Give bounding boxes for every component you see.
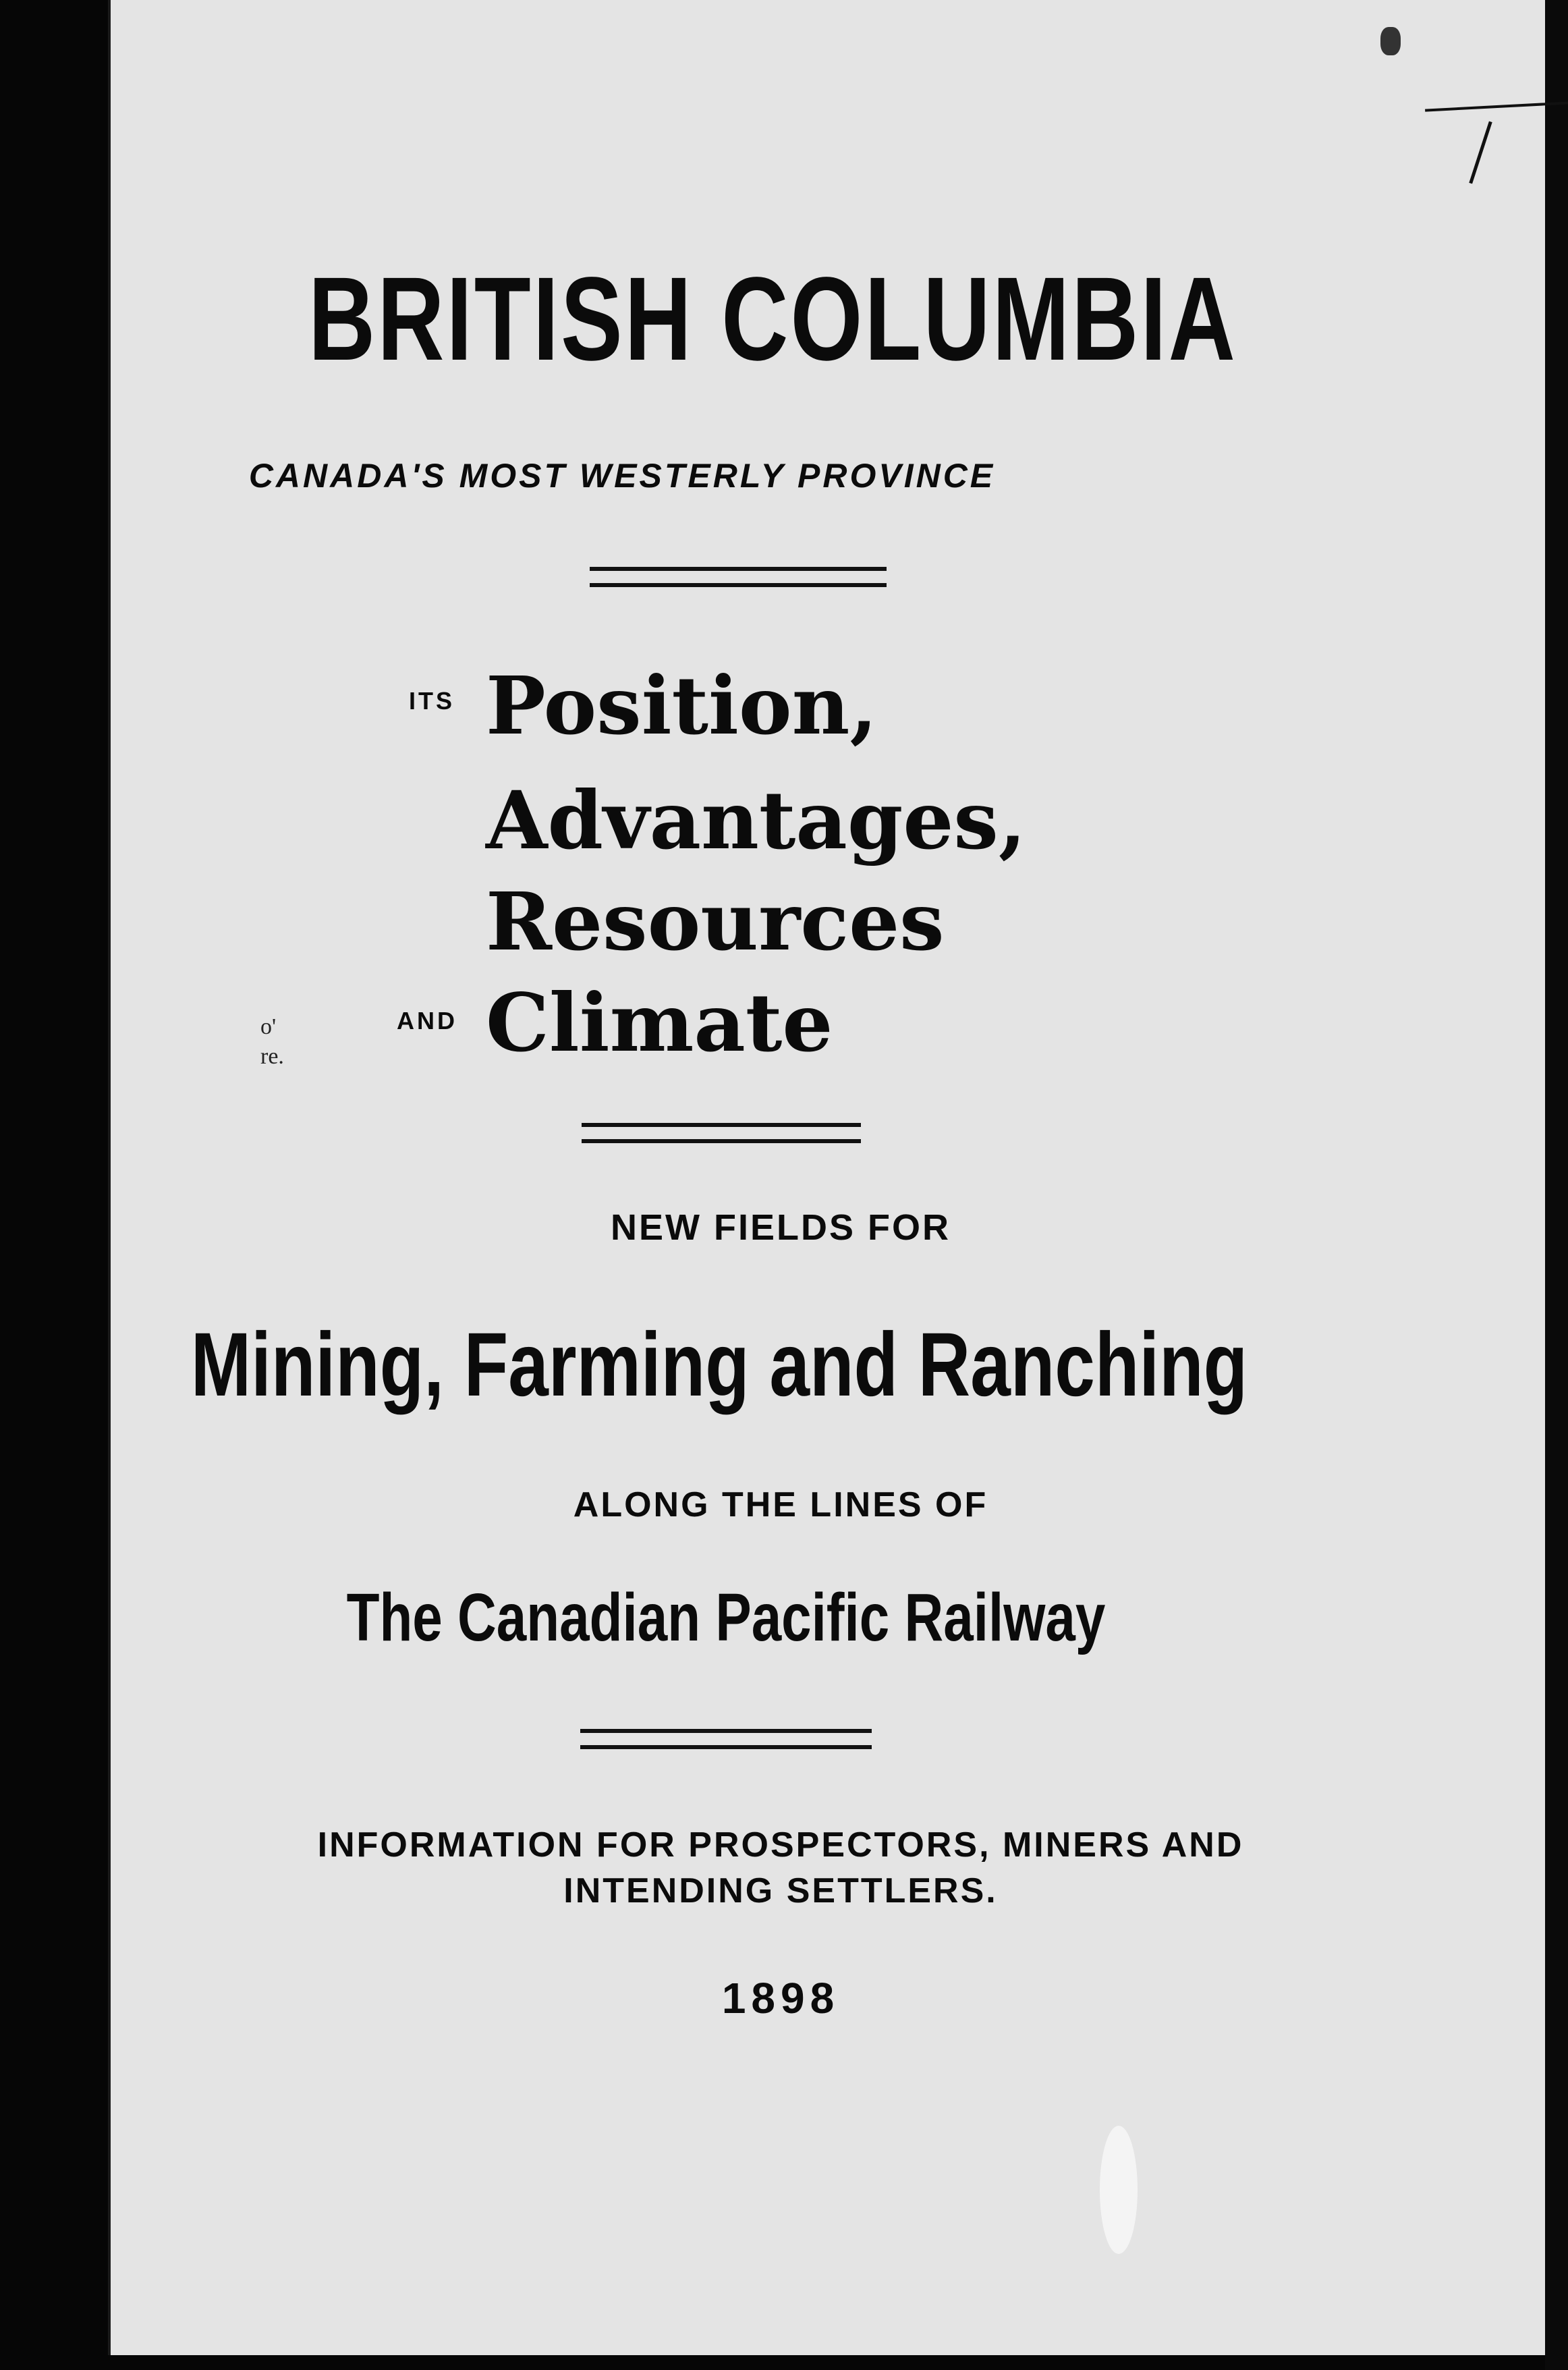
- its-label: ITS: [409, 687, 455, 715]
- along-label: ALONG THE LINES OF: [573, 1485, 988, 1524]
- double-rule: [582, 1123, 861, 1143]
- margin-bleed-text: [260, 1012, 284, 1072]
- publication-year: 1898: [721, 1974, 840, 2022]
- bleed-line: re.: [260, 1044, 284, 1069]
- bleed-line: o': [260, 1014, 277, 1039]
- feature-position: Position,: [486, 659, 878, 752]
- and-label: AND: [397, 1007, 457, 1035]
- ink-blot: [1380, 27, 1401, 55]
- double-rule: [580, 1729, 872, 1749]
- feature-resources: Resources: [486, 875, 945, 968]
- double-rule: [590, 567, 887, 587]
- paper-smudge: [1100, 2126, 1138, 2254]
- info-text: [0, 1822, 1565, 1914]
- feature-climate: Climate: [486, 976, 833, 1070]
- new-fields-label: NEW FIELDS FOR: [611, 1207, 951, 1248]
- info-line: INFORMATION FOR PROSPECTORS, MINERS AND: [317, 1825, 1244, 1865]
- page-title: BRITISH COLUMBIA: [308, 253, 1237, 385]
- railway-name: The Canadian Pacific Railway: [346, 1580, 1106, 1655]
- feature-advantages: Advantages,: [486, 773, 1026, 867]
- info-line: INTENDING SETTLERS.: [563, 1871, 998, 1910]
- page-subtitle: CANADA'S MOST WESTERLY PROVINCE: [248, 457, 996, 495]
- headline: Mining, Farming and Ranching: [190, 1315, 1248, 1415]
